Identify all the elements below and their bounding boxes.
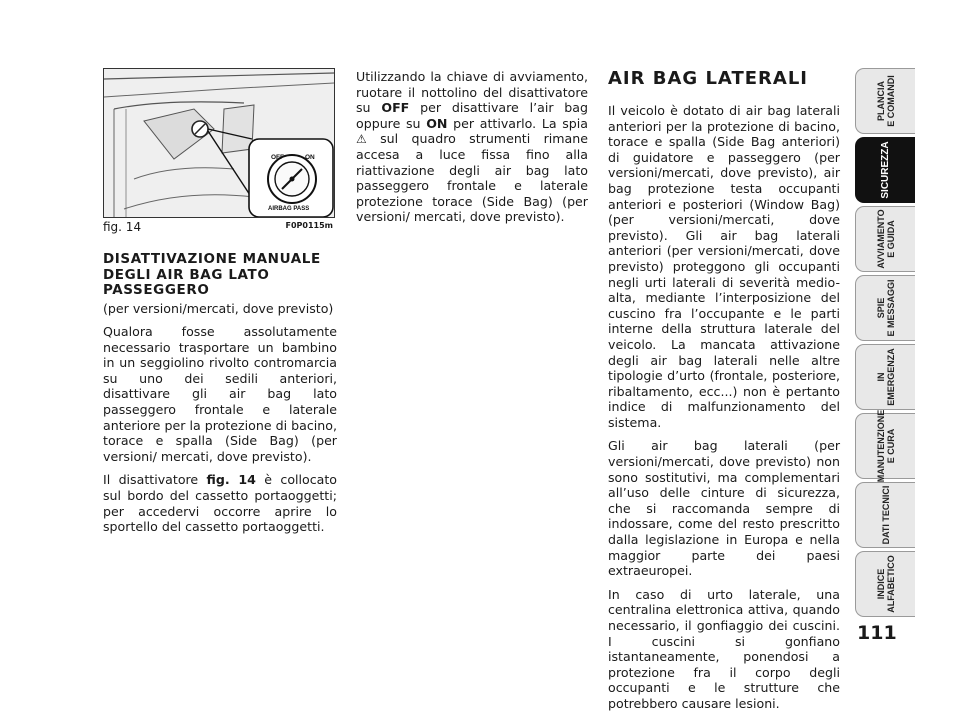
text-span: per disattivare l’air bag oppure su (356, 100, 589, 131)
tab-label: SPIE E MESSAGGI (875, 279, 896, 337)
tab-label: MANUTENZIONE E CURA (875, 409, 896, 483)
figure-caption (103, 220, 335, 234)
section-title: AIR BAG LATERALI (608, 68, 808, 89)
tab-label: AVVIAMENTO E GUIDA (875, 209, 896, 269)
off-keyword: OFF (381, 100, 410, 116)
figure-code: F0P0115m (285, 221, 333, 230)
text-span: è collocato sul bordo del cassetto portaoggetti; per accedervi occorre aprire lo sportello del cassetto portaoggetti. (103, 472, 338, 535)
paragraph: In caso di urto laterale, una centralina elettronica attiva, quando necessario, il gonfiaggio dei cuscini. I cuscini si gonfiano istantaneamente, ponendosi a protezione fra il corpo degli occupanti e le strutture che potrebbero causare lesioni. (608, 586, 840, 711)
tab-label: DATI TECNICI (880, 485, 891, 545)
switch-off-label: OFF (271, 154, 284, 161)
airbag-warning-icon: ⚠ (356, 132, 367, 147)
on-keyword: ON (426, 115, 448, 131)
figure-airbag-switch (103, 68, 335, 218)
text-span: Il disattivatore (103, 472, 207, 488)
tab-in-emergenza[interactable] (855, 344, 915, 410)
right-column (608, 69, 840, 720)
tab-dati-tecnici[interactable] (855, 482, 915, 548)
tab-manutenzione-e-cura[interactable] (855, 409, 915, 483)
section-heading: DISATTIVAZIONE MANUALE DEGLI AIR BAG LATO PASSEGGERO (103, 251, 321, 298)
section-subheading: (per versioni/mercati, dove previsto) (103, 300, 334, 316)
tab-label: INDICE ALFABETICO (875, 555, 896, 613)
switch-caption: AIRBAG PASS (268, 206, 310, 212)
paragraph: Il veicolo è dotato di air bag laterali anteriori per la protezione di bacino, torace e spalla (Side Bag anteriori) di guidatore e passeggero (per versioni/mercati, dove previsto), air bag protezione testa occupanti anteriori e posteriori (Window Bag) (per versioni/mercati, dove previsto). Gli air bag laterali anteriori (per versioni/mercati, dove previsto) proteggono gli occupanti negli urti laterali di severità medio-alta, mediante l’interposizione del cuscino fra l’occupante e le parti interne della struttura laterale del veicolo. La mancata attivazione degli air bag laterali nelle altre tipologie d’urto (frontale, posteriore, ribaltamento, ecc...) non è pertanto indice di malfunzionamento del sistema. (608, 103, 840, 430)
tab-label: IN EMERGENZA (875, 348, 896, 406)
tab-label: PLANCIA E COMANDI (875, 75, 896, 127)
paragraph (103, 472, 337, 534)
figure-label: fig. 14 (103, 220, 142, 234)
text-span: Utilizzando la chiave di avviamento, ruotare il nottolino del disattivatore su (356, 69, 588, 116)
tab-avviamento-e-guida[interactable] (855, 206, 915, 272)
middle-column (356, 69, 588, 233)
paragraph: Gli air bag laterali (per versioni/mercati, dove previsto) non sono sostitutivi, ma complementari all’uso delle cinture di sicurezza, che si raccomanda sempre di indossare, come del resto prescritto dalla legislazione in Europa e nella maggior parte dei paesi extraeuropei. (608, 438, 840, 579)
text-span: per attivarlo. La spia (447, 115, 588, 131)
glovebox-illustration (104, 69, 334, 217)
figure-reference: fig. 14 (206, 472, 256, 488)
tab-plancia-e-comandi[interactable] (855, 68, 915, 134)
tab-indice-alfabetico[interactable] (855, 551, 915, 617)
paragraph (356, 69, 588, 225)
paragraph: Qualora fosse assolutamente necessario trasportare un bambino in un seggiolino rivolto contromarcia su uno dei sedili anteriori, disattivare gli air bag lato passeggero frontale e laterale anteriore per la protezione di bacino, torace e spalla (Side Bag) (per versioni/ mercati, dove previsto). (103, 324, 337, 464)
page-number: 111 (857, 622, 897, 644)
text-span: sul quadro strumenti rimane accesa a luce fissa fino alla riattivazione degli air bag lato passeggero frontale e laterale protezione torace (Side Bag) (per versioni/ mercati, dove previsto). (356, 131, 588, 225)
switch-on-label: ON (305, 154, 315, 161)
tab-label: SICUREZZA (879, 141, 891, 199)
left-column (103, 252, 337, 543)
tab-spie-e-messaggi[interactable] (855, 275, 915, 341)
tab-sicurezza[interactable] (855, 137, 915, 203)
